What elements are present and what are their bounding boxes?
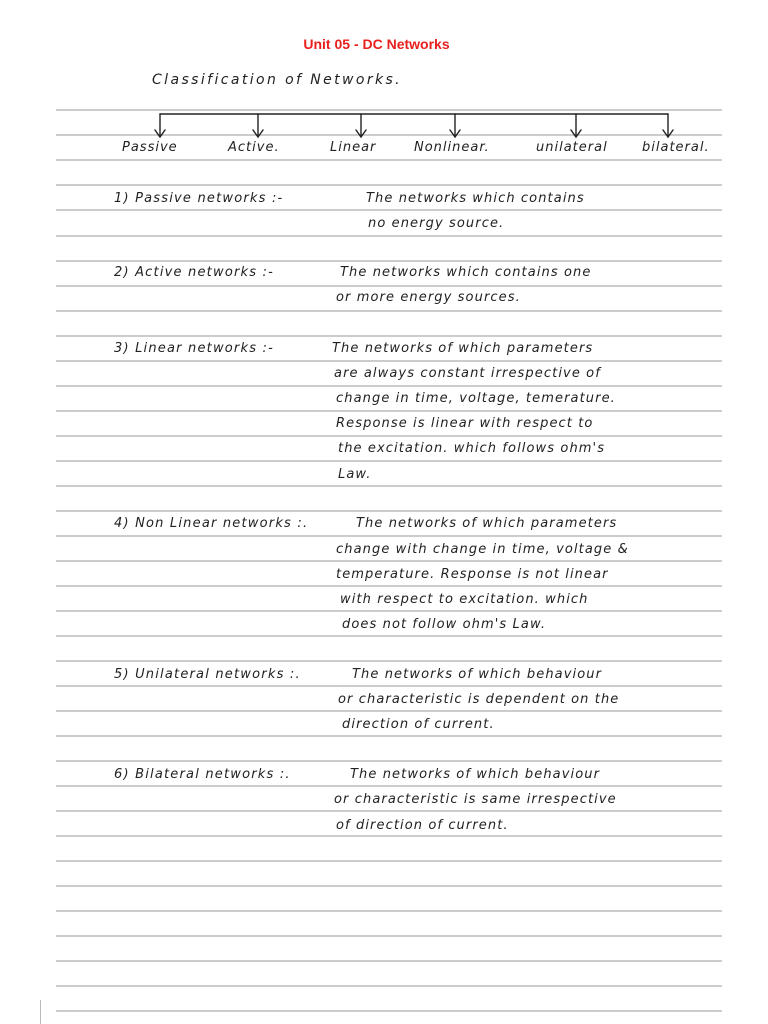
definition-line: are always constant irrespective of: [334, 366, 601, 381]
definition-line: direction of current.: [342, 717, 495, 732]
branch-bilateral: bilateral.: [642, 140, 710, 155]
arrow-passive: [155, 114, 165, 137]
branch-passive: Passive: [122, 140, 178, 155]
definition-line: The networks of which behaviour: [350, 767, 601, 782]
arrow-linear: [356, 114, 366, 137]
definition-line: The networks of which parameters: [332, 341, 594, 356]
definition-line: change with change in time, voltage &: [336, 542, 629, 557]
definition-line: or characteristic is dependent on the: [338, 692, 620, 707]
arrow-nonlinear: [450, 114, 460, 137]
arrow-bilateral: [663, 114, 673, 137]
definition-line: The networks which contains one: [340, 265, 592, 280]
definition-term-active: 2) Active networks :-: [114, 265, 275, 280]
definition-line: temperature. Response is not linear: [336, 567, 609, 582]
branch-nonlinear: Nonlinear.: [414, 140, 490, 155]
definition-line: with respect to excitation. which: [340, 592, 589, 607]
definition-line: of direction of current.: [336, 818, 509, 833]
arrow-active: [253, 114, 263, 137]
branch-unilateral: unilateral: [536, 140, 608, 155]
definition-term-nonlinear: 4) Non Linear networks :.: [114, 516, 309, 531]
definition-line: change in time, voltage, temerature.: [336, 391, 616, 406]
definition-term-passive: 1) Passive networks :-: [114, 191, 284, 206]
definition-line: The networks which contains: [366, 191, 585, 206]
definition-term-linear: 3) Linear networks :-: [114, 341, 274, 356]
definition-line: Law.: [338, 467, 372, 482]
definition-term-unilateral: 5) Unilateral networks :.: [114, 667, 301, 682]
definition-line: Response is linear with respect to: [336, 416, 594, 431]
definition-line: or characteristic is same irrespective: [334, 792, 617, 807]
definition-line: The networks of which behaviour: [352, 667, 603, 682]
branch-linear: Linear: [330, 140, 377, 155]
classification-heading: Classification of Networks.: [152, 72, 403, 88]
branch-active: Active.: [228, 140, 280, 155]
definition-line: does not follow ohm's Law.: [342, 617, 547, 632]
unit-title: Unit 05 - DC Networks: [303, 36, 450, 52]
definition-line: or more energy sources.: [336, 290, 521, 305]
definition-line: The networks of which parameters: [356, 516, 618, 531]
definition-term-bilateral: 6) Bilateral networks :.: [114, 767, 291, 782]
arrow-unilateral: [571, 114, 581, 137]
definition-line: no energy source.: [368, 216, 505, 231]
definition-line: the excitation. which follows ohm's: [338, 441, 606, 456]
